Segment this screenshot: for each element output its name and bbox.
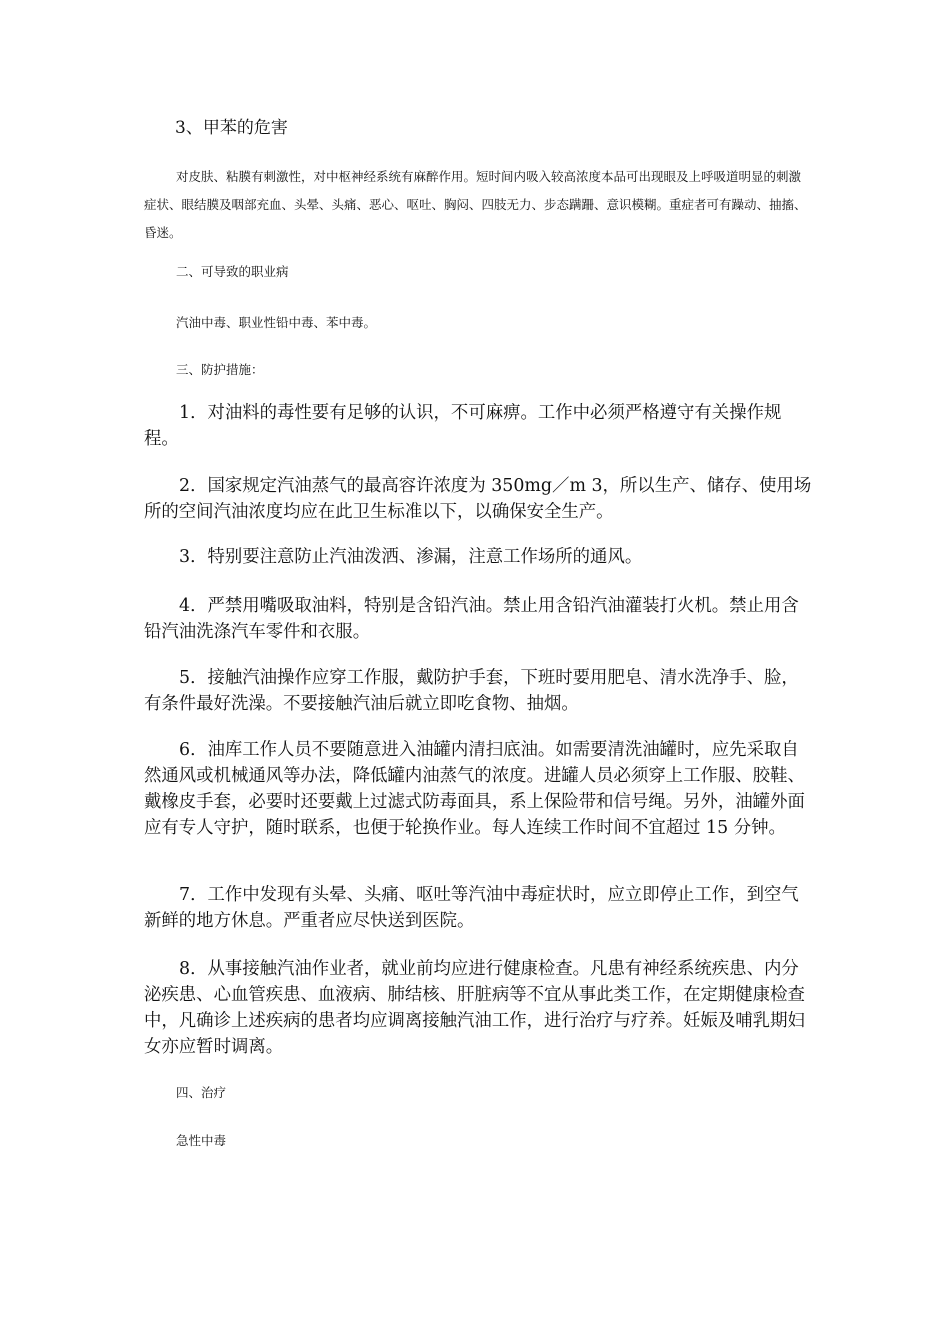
protection-item-1: 1．对油料的毒性要有足够的认识，不可麻痹。工作中必须严格遵守有关操作规程。: [144, 403, 782, 449]
subheading-acute-poisoning: 急性中毒: [176, 1133, 227, 1148]
section-heading-occupational-diseases: 二、可导致的职业病: [176, 264, 289, 279]
protection-item-6: 6．油库工作人员不要随意进入油罐内清扫底油。如需要清洗油罐时，应先采取自然通风或机械通风等办法，降低罐内油蒸气的浓度。进罐人员必须穿上工作服、胶鞋、戴橡皮手套，必要时还要戴上过滤式防毒面具，系上保险带和信号绳。另外，油罐外面应有专人守护，随时联系，也便于轮换作业。每人连续工作时间不宜超过 15 分钟。: [144, 740, 805, 838]
protection-item-4: 4．严禁用嘴吸取油料，特别是含铅汽油。禁止用含铅汽油灌装打火机。禁止用含铅汽油洗涤汽车零件和衣服。: [144, 596, 799, 642]
section-heading-toluene-hazards: 3、甲苯的危害: [175, 118, 288, 138]
protection-item-8: 8．从事接触汽油作业者，就业前均应进行健康检查。凡患有神经系统疾患、内分泌疾患、心血管疾患、血液病、肺结核、肝脏病等不宜从事此类工作，在定期健康检查中，凡确诊上述疾病的患者均应调离接触汽油工作，进行治疗与疗养。妊娠及哺乳期妇女亦应暂时调离。: [144, 959, 805, 1057]
protection-item-7: 7．工作中发现有头晕、头痛、呕吐等汽油中毒症状时，应立即停止工作，到空气新鲜的地方休息。严重者应尽快送到医院。: [144, 885, 799, 931]
section-heading-protection-measures: 三、防护措施：: [176, 362, 264, 377]
occupational-diseases-text: 汽油中毒、职业性铅中毒、苯中毒。: [176, 315, 377, 330]
section-heading-treatment: 四、治疗: [176, 1085, 227, 1100]
toluene-hazards-paragraph: 对皮肤、粘膜有刺激性，对中枢神经系统有麻醉作用。短时间内吸入较高浓度本品可出现眼及上呼吸道明显的刺激症状、眼结膜及咽部充血、头晕、头痛、恶心、呕吐、胸闷、四肢无力、步态蹒跚、意识模糊。重症者可有躁动、抽搐、昏迷。: [144, 169, 807, 240]
protection-item-3: 3．特别要注意防止汽油泼洒、渗漏，注意工作场所的通风。: [179, 547, 643, 567]
protection-item-5: 5．接触汽油操作应穿工作服，戴防护手套，下班时要用肥皂、清水洗净手、脸，有条件最好洗澡。不要接触汽油后就立即吃食物、抽烟。: [144, 668, 799, 714]
protection-item-2: 2．国家规定汽油蒸气的最高容许浓度为 350mg／m 3，所以生产、储存、使用场所的空间汽油浓度均应在此卫生标准以下，以确保安全生产。: [144, 476, 812, 522]
